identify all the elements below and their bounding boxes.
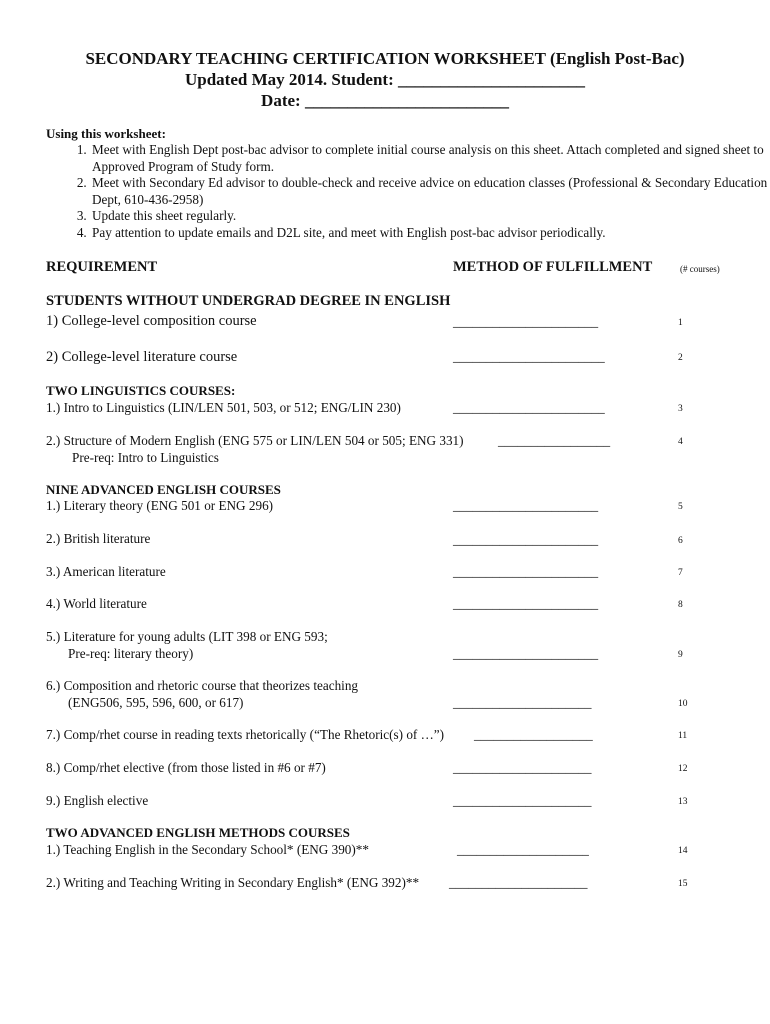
count-column-header: (# courses) (680, 264, 720, 274)
row-number: 12 (678, 764, 688, 774)
section-heading-advanced: NINE ADVANCED ENGLISH COURSES (46, 482, 281, 497)
requirement-text: 4.) World literature (46, 596, 147, 611)
fulfillment-blank[interactable]: ______________________ (453, 498, 599, 513)
requirement-column-header: REQUIREMENT (46, 259, 158, 275)
row-number: 9 (678, 650, 683, 660)
section-heading-undergrad: STUDENTS WITHOUT UNDERGRAD DEGREE IN ENGLISH (46, 293, 451, 309)
requirement-text: 6.) Composition and rhetoric course that theorizes teaching (46, 678, 359, 693)
fulfillment-blank[interactable]: _____________________ (453, 695, 592, 710)
method-column-header: METHOD OF FULFILLMENT (453, 259, 653, 275)
fulfillment-blank[interactable]: _____________________ (449, 875, 588, 890)
date-line: Date: ________________________ (261, 91, 509, 110)
fulfillment-blank[interactable]: __________________ (474, 727, 593, 742)
requirement-text: 2.) Writing and Teaching Writing in Secondary English* (ENG 392)** (46, 875, 420, 890)
fulfillment-blank[interactable]: _____________________ (453, 760, 592, 775)
row-number: 2 (678, 353, 683, 363)
section-heading-linguistics: TWO LINGUISTICS COURSES: (46, 383, 236, 398)
usage-step: 1. Meet with English Dept post-bac advisor to complete initial course analysis on this sheet. Attach completed and signed sheet to Approved Program of Study form. (90, 142, 770, 175)
row-number: 6 (678, 536, 683, 546)
row-number: 7 (678, 568, 683, 578)
usage-step: 4. Pay attention to update emails and D2L site, and meet with English post-bac advisor periodically. (90, 225, 770, 242)
usage-heading: Using this worksheet: (46, 126, 166, 141)
requirement-text: 2.) British literature (46, 531, 151, 546)
row-number: 10 (678, 699, 688, 709)
fulfillment-blank[interactable]: ____________________ (457, 842, 589, 857)
row-number: 14 (678, 846, 688, 856)
requirement-text: 1.) Intro to Linguistics (LIN/LEN 501, 503, or 512; ENG/LIN 230) (46, 400, 401, 415)
requirement-text: 8.) Comp/rhet elective (from those listed in #6 or #7) (46, 760, 326, 775)
requirement-prereq: Pre-req: literary theory) (68, 646, 194, 661)
requirement-text: 5.) Literature for young adults (LIT 398 or ENG 593; (46, 629, 328, 644)
fulfillment-blank[interactable]: ______________________ (453, 596, 599, 611)
section-heading-methods: TWO ADVANCED ENGLISH METHODS COURSES (46, 825, 350, 840)
fulfillment-blank[interactable]: ______________________ (453, 532, 599, 547)
fulfillment-blank[interactable]: _____________________ (453, 793, 592, 808)
requirement-text: 2.) Structure of Modern English (ENG 575 or LIN/LEN 504 or 505; ENG 331) (46, 433, 464, 448)
requirement-text: 1) College-level composition course (46, 313, 257, 329)
requirement-text: 1.) Teaching English in the Secondary School* (ENG 390)** (46, 842, 369, 857)
fulfillment-blank[interactable]: _______________________ (453, 400, 605, 415)
row-number: 1 (678, 318, 683, 328)
row-number: 11 (678, 731, 688, 741)
page-title: SECONDARY TEACHING CERTIFICATION WORKSHEET (English Post-Bac) (85, 49, 685, 68)
row-number: 13 (678, 797, 688, 807)
usage-step: 2. Meet with Secondary Ed advisor to double-check and receive advice on education classes (Professional & Secondary Education Dept, 610-436-2958) (90, 175, 770, 208)
updated-student-line: Updated May 2014. Student: ______________________ (185, 70, 585, 89)
requirement-text: 9.) English elective (46, 793, 149, 808)
fulfillment-blank[interactable]: ______________________ (453, 564, 599, 579)
fulfillment-blank[interactable]: ______________________ (453, 314, 599, 329)
requirement-text: 7.) Comp/rhet course in reading texts rhetorically (“The Rhetoric(s) of …”) (46, 727, 445, 742)
usage-step: 3. Update this sheet regularly. (90, 208, 770, 225)
requirement-text: 3.) American literature (46, 564, 166, 579)
row-number: 3 (678, 404, 683, 414)
row-number: 4 (678, 437, 683, 447)
usage-steps (46, 142, 770, 242)
row-number: 5 (678, 502, 683, 512)
fulfillment-blank[interactable]: ______________________ (453, 646, 599, 661)
row-number: 15 (678, 879, 688, 889)
requirement-detail: (ENG506, 595, 596, 600, or 617) (68, 695, 244, 710)
requirement-text: 2) College-level literature course (46, 349, 238, 365)
row-number: 8 (678, 600, 683, 610)
fulfillment-blank[interactable]: _______________________ (453, 349, 605, 364)
requirement-text: 1.) Literary theory (ENG 501 or ENG 296) (46, 498, 274, 513)
requirement-prereq: Pre-req: Intro to Linguistics (72, 450, 219, 465)
fulfillment-blank[interactable]: _________________ (498, 433, 611, 448)
